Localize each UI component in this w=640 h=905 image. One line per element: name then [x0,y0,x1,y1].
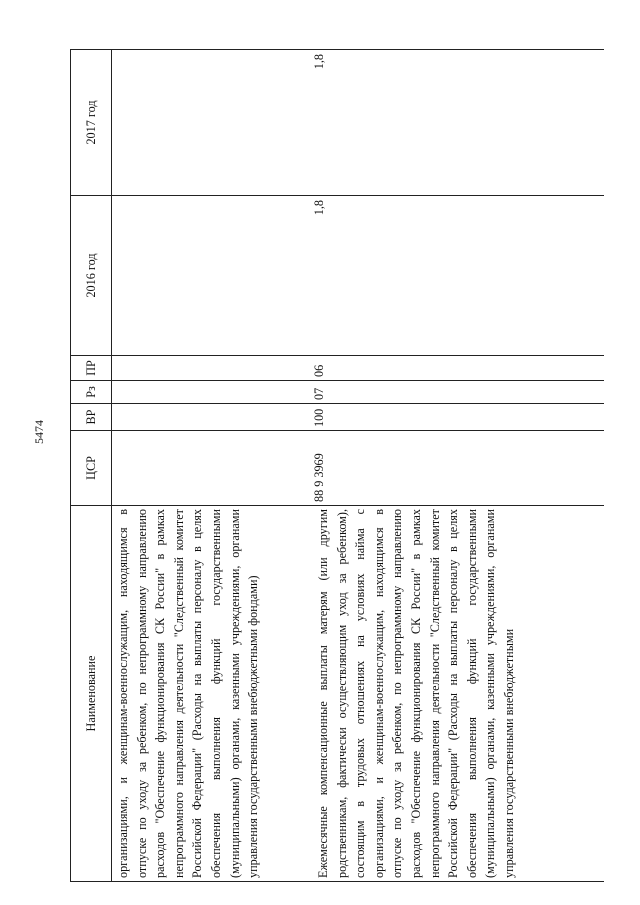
header-vr: ВР [71,404,112,431]
header-name: Наименование [71,506,112,882]
row-vr: 100 [308,404,604,431]
row-name: Ежемесячные компенсационные выплаты матерям (или другим родственникам, фактически осуществляющим уход за ребенком), состоящим в трудовых отношениях на условиях найма с организациями, и женщинам-военнослужащим, находящимся в отпуске по уходу за ребенком, по непрограммному направлению расходов "Обеспечение функционирования СК России" в рамках непрограммного направления деятельности "Следственный комитет Российской Федерации" (Расходы на выплаты персоналу в целях обеспечения выполнения функций государственными (муниципальными) органами, казенными учреждениями, органами управления государственными внебюджетными [308,506,604,882]
table-row [308,50,604,882]
row-2016 [112,196,309,356]
row-name: организациями, и женщинам-военнослужащим, находящимся в отпуске по уходу за ребенком, по непрограммному направлению расходов "Обеспечение функционирования СК России" в рамках непрограммного направления деятельности "Следственный комитет Российской Федерации" (Расходы на выплаты персоналу в целях обеспечения выполнения функций государственными (муниципальными) органами, казенными учреждениями, органами управления государственными внебюджетными фондами) [112,506,309,882]
budget-table-rotated [70,50,600,882]
header-csr: ЦСР [71,431,112,506]
row-2017 [112,50,309,196]
row-csr [112,431,309,506]
header-2016: 2016 год [71,196,112,356]
table-header-row [71,50,112,882]
budget-table [70,49,604,882]
row-pr [112,356,309,381]
table-row [112,50,309,882]
row-pr: 06 [308,356,604,381]
row-rz: 07 [308,381,604,404]
header-2017: 2017 год [71,50,112,196]
page-number: 5474 [32,420,46,444]
row-2016: 1,8 [308,196,604,356]
row-2017: 1,8 [308,50,604,196]
row-rz [112,381,309,404]
header-rz: Рз [71,381,112,404]
header-pr: ПР [71,356,112,381]
row-vr [112,404,309,431]
row-csr: 88 9 3969 [308,431,604,506]
